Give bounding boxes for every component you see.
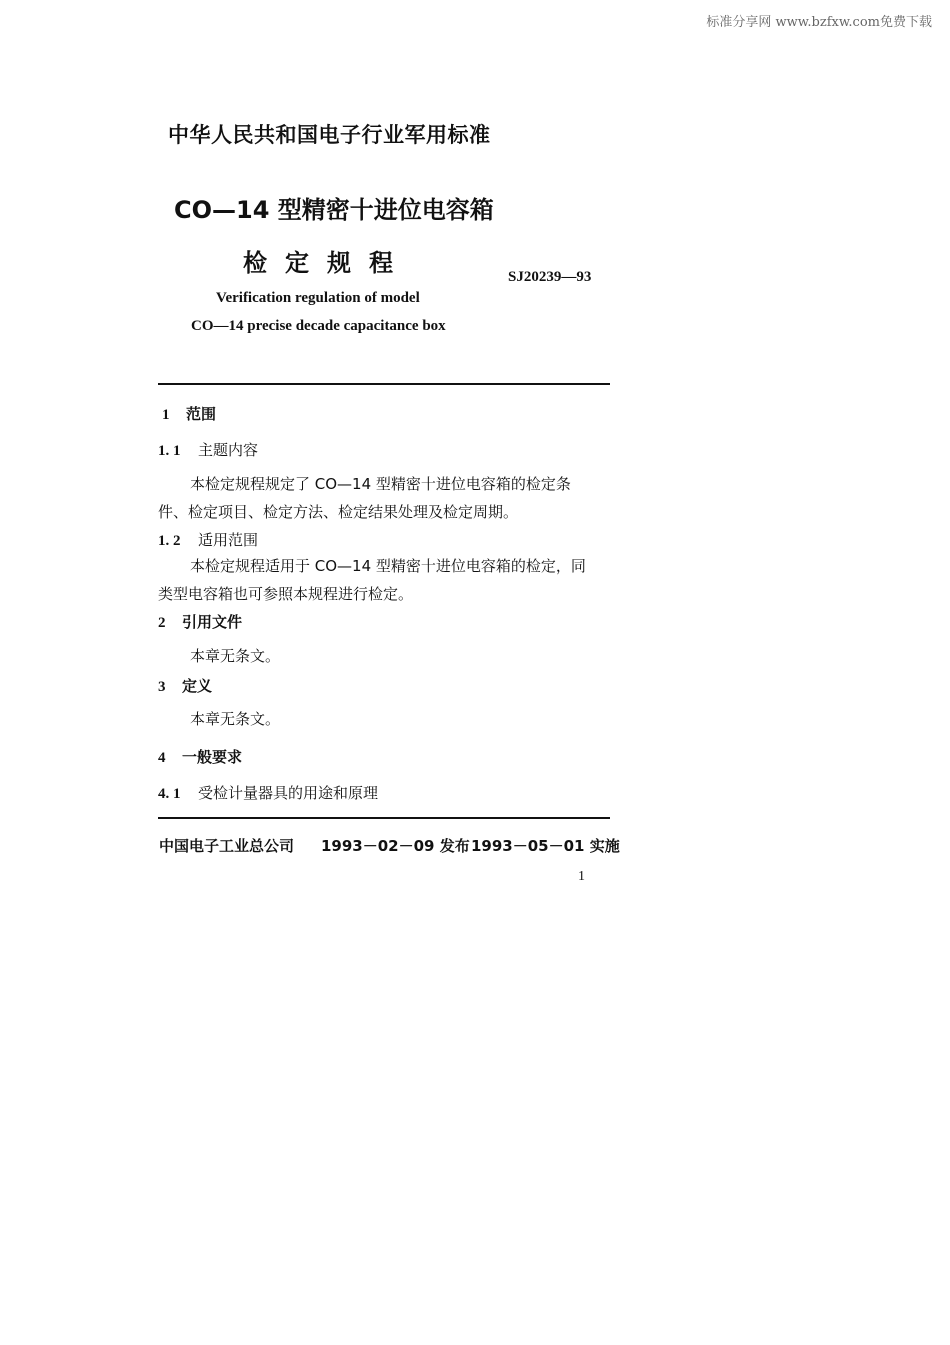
- standard-code: SJ20239—93: [508, 269, 592, 285]
- effective-date: 1993－05－01 实施: [471, 837, 620, 855]
- section-number: 4. 1: [158, 786, 181, 802]
- section-number: 2: [158, 615, 166, 631]
- english-title-line1: Verification regulation of model: [216, 290, 420, 306]
- section-number: 3: [158, 679, 166, 695]
- section-4-heading: [158, 746, 242, 767]
- section-title: 一般要求: [182, 748, 243, 766]
- standard-type: 中华人民共和国电子行业军用标准: [168, 123, 491, 147]
- paragraph-line: 本检定规程适用于 CO—14 型精密十进位电容箱的检定，同: [190, 557, 586, 575]
- paragraph-line: 本章无条文。: [190, 710, 281, 728]
- section-title: 主题内容: [198, 441, 259, 459]
- section-title: 定义: [182, 677, 213, 695]
- section-title: 受检计量器具的用途和原理: [198, 784, 379, 802]
- section-number: 1: [162, 407, 170, 423]
- top-divider: [158, 383, 610, 385]
- watermark-text: 标准分享网 www.bzfxw.com免费下载: [706, 15, 932, 30]
- section-number: 4: [158, 750, 166, 766]
- section-title: 引用文件: [182, 613, 243, 631]
- section-4-1-heading: [158, 782, 378, 803]
- section-number: 1. 2: [158, 533, 181, 549]
- section-3-heading: [158, 675, 212, 696]
- section-2-heading: [158, 611, 242, 632]
- document-title: CO—14 型精密十进位电容箱: [174, 196, 494, 224]
- section-title: 范围: [186, 405, 217, 423]
- bottom-divider: [158, 817, 610, 819]
- section-title: 适用范围: [198, 531, 259, 549]
- document-subtitle: 检定规程: [243, 249, 411, 277]
- english-title-line2: CO—14 precise decade capacitance box: [191, 318, 446, 334]
- page-number: 1: [578, 869, 585, 884]
- section-1-heading: [162, 403, 216, 424]
- footer-info: [159, 835, 620, 856]
- issuer: 中国电子工业总公司: [159, 837, 295, 855]
- paragraph-line: 件、检定项目、检定方法、检定结果处理及检定周期。: [158, 503, 519, 521]
- paragraph-line: 类型电容箱也可参照本规程进行检定。: [158, 585, 414, 603]
- paragraph-line: 本检定规程规定了 CO—14 型精密十进位电容箱的检定条: [190, 475, 571, 493]
- section-1-2-heading: [158, 529, 258, 550]
- section-number: 1. 1: [158, 443, 181, 459]
- section-1-1-heading: [158, 439, 258, 460]
- paragraph-line: 本章无条文。: [190, 647, 281, 665]
- issue-date: 1993－02－09 发布: [321, 837, 470, 855]
